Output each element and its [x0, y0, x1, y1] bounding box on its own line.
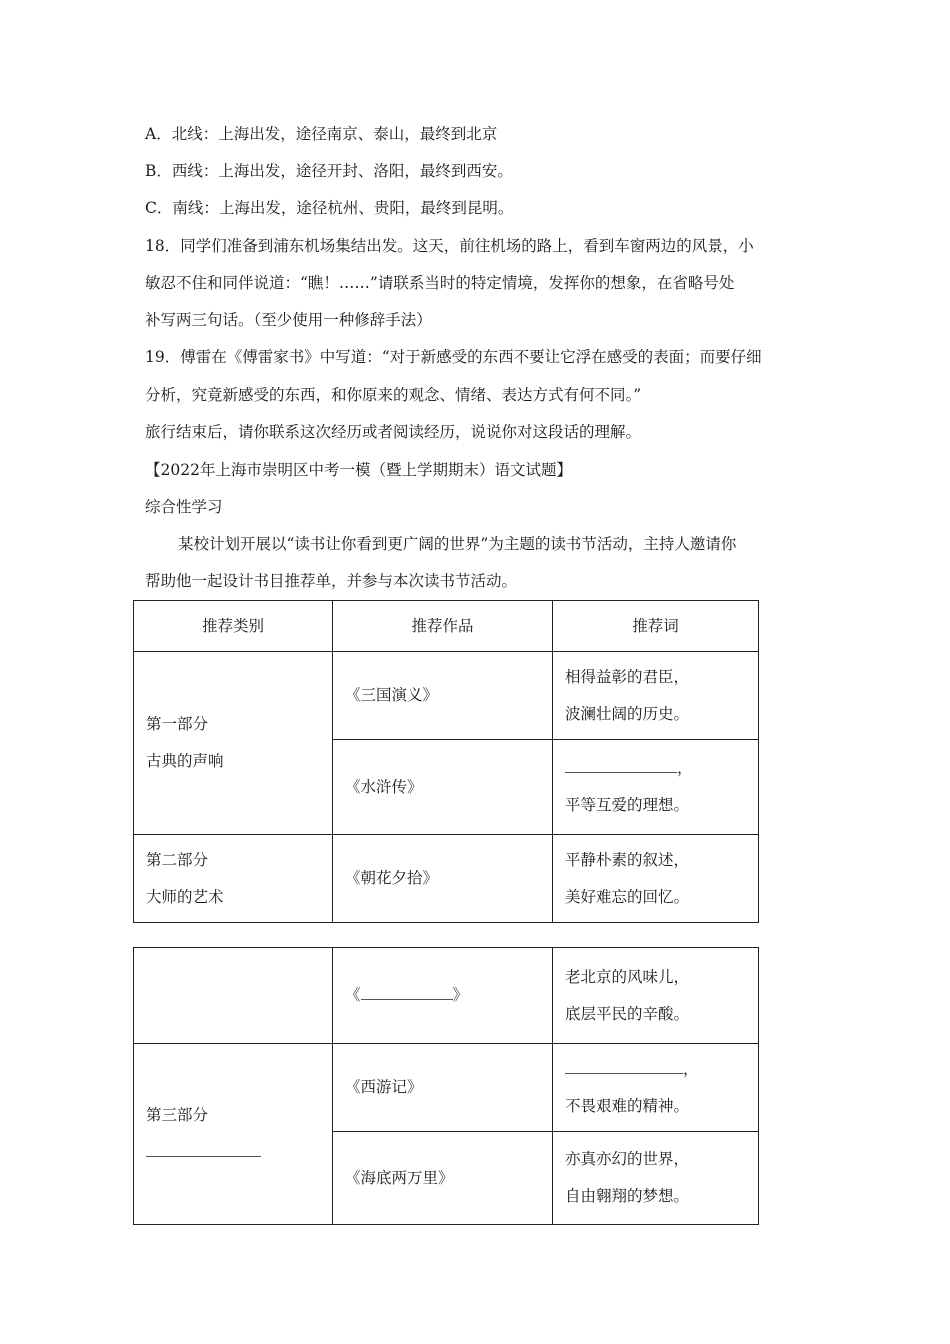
- book-blank: 《 》: [333, 948, 553, 1044]
- rec-laobeijing: [553, 948, 759, 1044]
- book-recommendation-table-2: [133, 947, 759, 1225]
- part3-title-blank[interactable]: [146, 1142, 261, 1157]
- rec-xiyou-line1: ，: [565, 1051, 746, 1088]
- part1-label: 第一部分: [146, 715, 209, 733]
- rec-xiyou-line2: 不畏艰难的精神。: [565, 1096, 690, 1115]
- question-19-line2: 分析，究竟新感受的东西，和你原来的观念、情绪、表达方式有何不同。”: [145, 386, 642, 404]
- rec-xiyou: [553, 1044, 759, 1132]
- option-a: A．北线：上海出发，途径南京、泰山，最终到北京: [145, 125, 498, 143]
- rec-laobeijing-line2: 底层平民的辛酸。: [565, 1004, 690, 1023]
- part3-category: [134, 1044, 333, 1225]
- rec-sanguo-line2: 波澜壮阔的历史。: [565, 704, 690, 723]
- part2-category: [134, 835, 333, 923]
- part3-label: 第三部分: [146, 1106, 209, 1124]
- question-19-line3: 旅行结束后，请你联系这次经历或者阅读经历，说说你对这段话的理解。: [145, 423, 642, 441]
- rec-sanguo-line1: 相得益彰的君臣，: [565, 667, 690, 686]
- header-category: 推荐类别: [134, 601, 333, 652]
- intro-line2: 帮助他一起设计书目推荐单，并参与本次读书节活动。: [145, 572, 518, 590]
- rec-laobeijing-line1: 老北京的风味儿，: [565, 967, 690, 986]
- rec-sanguo: [553, 652, 759, 740]
- exam-source-heading: 【2022年上海市崇明区中考一模（暨上学期期末）语文试题】: [145, 461, 572, 479]
- answer-blank[interactable]: [565, 758, 677, 773]
- rec-shuihu: [553, 740, 759, 835]
- option-c: C．南线：上海出发，途径杭州、贵阳，最终到昆明。: [145, 199, 514, 217]
- rec-zhaohua: [553, 835, 759, 923]
- intro-line1: 某校计划开展以“读书让你看到更广阔的世界”为主题的读书节活动，主持人邀请你: [178, 535, 737, 553]
- rec-zhaohua-line2: 美好难忘的回忆。: [565, 887, 690, 906]
- question-18-line3: 补写两三句话。（至少使用一种修辞手法）: [145, 311, 432, 329]
- book-shuihu: 《水浒传》: [333, 740, 553, 835]
- rec-haidi: [553, 1132, 759, 1225]
- rec-shuihu-line1: ，: [565, 750, 746, 787]
- book-zhaohua: 《朝花夕拾》: [333, 835, 553, 923]
- header-work: 推荐作品: [333, 601, 553, 652]
- book-haidi: 《海底两万里》: [333, 1132, 553, 1225]
- book-sanguo: 《三国演义》: [333, 652, 553, 740]
- rec-zhaohua-line1: 平静朴素的叙述，: [565, 850, 690, 869]
- part2-title: 大师的艺术: [146, 887, 224, 906]
- rec-haidi-line2: 自由翱翔的梦想。: [565, 1187, 690, 1205]
- section-title: 综合性学习: [145, 498, 223, 516]
- question-19-line1: 19．傅雷在《傅雷家书》中写道：“对于新感受的东西不要让它浮在感受的表面；而要仔细: [145, 348, 762, 366]
- option-b: B．西线：上海出发，途径开封、洛阳，最终到西安。: [145, 162, 513, 180]
- part1-category: [134, 652, 333, 835]
- question-18-line1: 18．同学们准备到浦东机场集结出发。这天，前往机场的路上，看到车窗两边的风景，小: [145, 237, 754, 255]
- question-18-line2: 敏忍不住和同伴说道：“瞧！……”请联系当时的特定情境，发挥你的想象，在省略号处: [145, 274, 735, 292]
- header-recommendation: 推荐词: [553, 601, 759, 652]
- book-xiyou: 《西游记》: [333, 1044, 553, 1132]
- part1-title: 古典的声响: [146, 752, 224, 770]
- answer-blank-2[interactable]: [565, 1059, 683, 1074]
- book-title-blank[interactable]: [361, 985, 453, 1000]
- part3-title-blank-line: [146, 1134, 320, 1171]
- rec-haidi-line1: 亦真亦幻的世界，: [565, 1150, 690, 1168]
- part2-label: 第二部分: [146, 850, 209, 869]
- book-recommendation-table-1: [133, 600, 759, 923]
- blank-category-cell: [134, 948, 333, 1044]
- rec-shuihu-line2: 平等互爱的理想。: [565, 796, 690, 814]
